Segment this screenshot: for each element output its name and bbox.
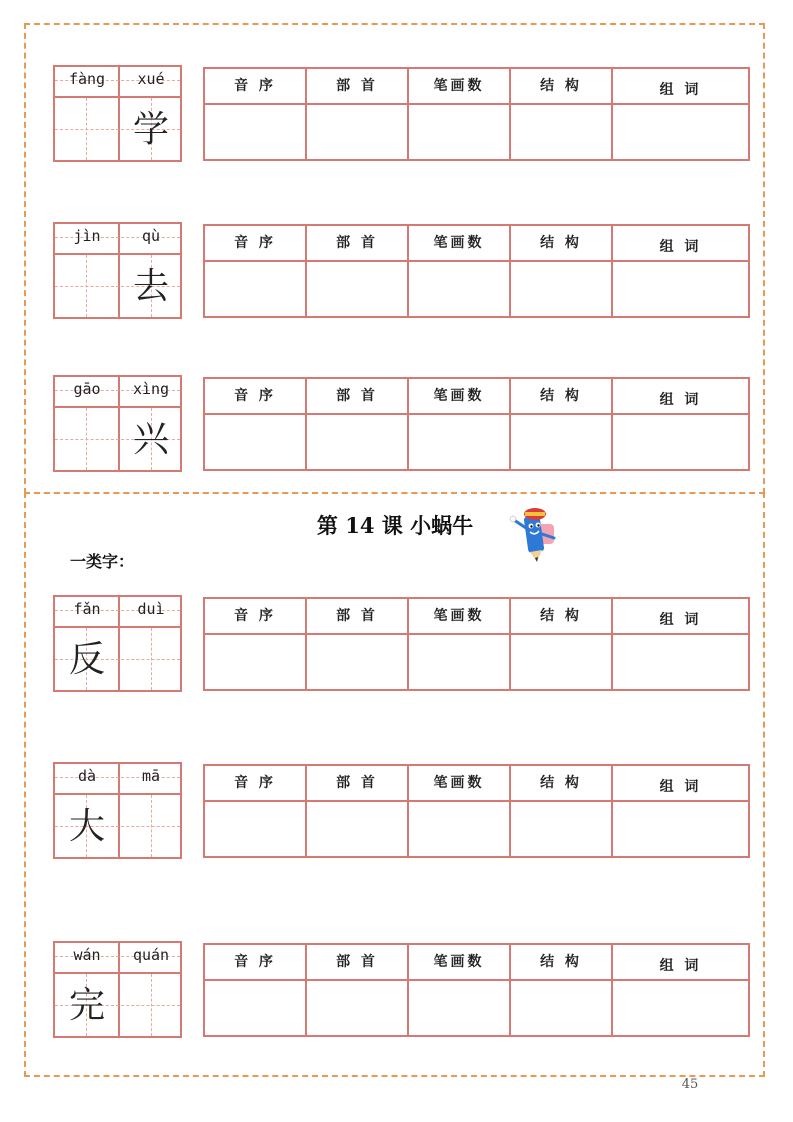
hanzi-2: 兴 bbox=[132, 419, 169, 460]
header-yinxu: 音 序 bbox=[234, 775, 276, 791]
header-bihuashu: 笔画数 bbox=[433, 775, 485, 791]
info-table bbox=[203, 377, 750, 471]
pinyin-1: fǎn bbox=[73, 600, 101, 618]
pinyin-2: duì bbox=[137, 600, 165, 618]
header-jiegou: 结 构 bbox=[540, 78, 582, 94]
hanzi-2: 学 bbox=[132, 109, 169, 150]
header-jiegou: 结 构 bbox=[540, 775, 582, 791]
pinyin-1: dà bbox=[77, 767, 97, 785]
header-zuci: 组 词 bbox=[659, 779, 702, 795]
info-table bbox=[203, 67, 750, 161]
tianzi-grid bbox=[53, 595, 182, 692]
header-zuci: 组 词 bbox=[659, 612, 702, 628]
pinyin-1: gāo bbox=[73, 380, 101, 398]
tianzi-grid bbox=[53, 375, 182, 472]
info-table bbox=[203, 224, 750, 318]
header-bihuashu: 笔画数 bbox=[433, 954, 485, 970]
header-bihuashu: 笔画数 bbox=[433, 78, 485, 94]
hanzi-2: 去 bbox=[132, 266, 169, 307]
header-jiegou: 结 构 bbox=[540, 608, 582, 624]
lesson-title: 第 14 课 小蜗牛 bbox=[316, 513, 474, 538]
header-yinxu: 音 序 bbox=[234, 78, 276, 94]
hanzi-1: 大 bbox=[68, 806, 105, 847]
header-bushou: 部 首 bbox=[336, 78, 378, 94]
hanzi-1: 完 bbox=[68, 985, 105, 1026]
header-zuci: 组 词 bbox=[659, 239, 702, 255]
header-zuci: 组 词 bbox=[659, 82, 702, 98]
info-table bbox=[203, 764, 750, 858]
header-bushou: 部 首 bbox=[336, 608, 378, 624]
pinyin-2: qù bbox=[141, 227, 161, 245]
tianzi-grid bbox=[53, 65, 182, 162]
header-jiegou: 结 构 bbox=[540, 954, 582, 970]
char-row-6 bbox=[53, 941, 753, 1039]
info-table bbox=[203, 943, 750, 1037]
pencil-mascot-icon bbox=[508, 502, 566, 566]
header-bushou: 部 首 bbox=[336, 235, 378, 251]
pinyin-2: xìng bbox=[132, 380, 170, 398]
category-label: 一类字： bbox=[70, 552, 135, 571]
tianzi-grid bbox=[53, 762, 182, 859]
char-row-5 bbox=[53, 762, 753, 860]
char-row-2 bbox=[53, 222, 753, 320]
header-jiegou: 结 构 bbox=[540, 388, 582, 404]
header-zuci: 组 词 bbox=[659, 958, 702, 974]
pinyin-1: jìn bbox=[73, 227, 101, 245]
hanzi-1: 反 bbox=[68, 639, 105, 680]
tianzi-grid bbox=[53, 222, 182, 319]
page-number: 45 bbox=[681, 1077, 699, 1092]
header-jiegou: 结 构 bbox=[540, 235, 582, 251]
header-bushou: 部 首 bbox=[336, 954, 378, 970]
info-table bbox=[203, 597, 750, 691]
header-bushou: 部 首 bbox=[336, 775, 378, 791]
pinyin-2: xué bbox=[137, 70, 165, 88]
pinyin-1: wán bbox=[73, 946, 101, 964]
char-row-3 bbox=[53, 375, 753, 473]
header-yinxu: 音 序 bbox=[234, 954, 276, 970]
pinyin-1: fàng bbox=[68, 70, 106, 88]
header-zuci: 组 词 bbox=[659, 392, 702, 408]
char-row-4 bbox=[53, 595, 753, 693]
header-yinxu: 音 序 bbox=[234, 388, 276, 404]
header-bihuashu: 笔画数 bbox=[433, 608, 485, 624]
header-bihuashu: 笔画数 bbox=[433, 235, 485, 251]
char-row-1 bbox=[53, 65, 753, 163]
header-yinxu: 音 序 bbox=[234, 608, 276, 624]
header-bushou: 部 首 bbox=[336, 388, 378, 404]
pinyin-2: mā bbox=[141, 767, 161, 785]
header-yinxu: 音 序 bbox=[234, 235, 276, 251]
header-bihuashu: 笔画数 bbox=[433, 388, 485, 404]
tianzi-grid bbox=[53, 941, 182, 1038]
pinyin-2: quán bbox=[132, 946, 170, 964]
